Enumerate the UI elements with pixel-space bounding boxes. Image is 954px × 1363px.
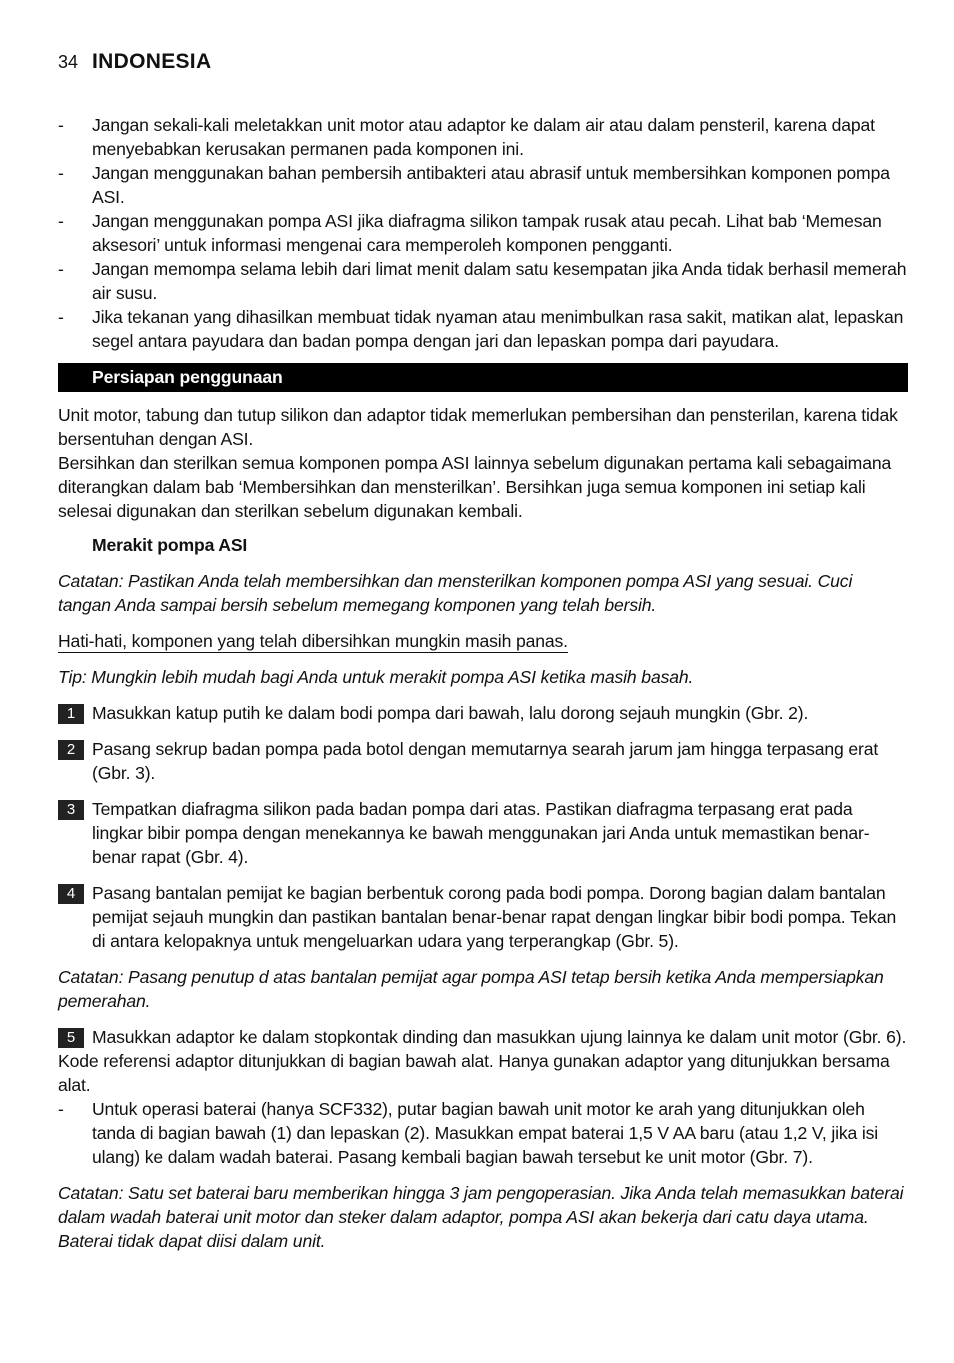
step-text: Masukkan adaptor ke dalam stopkontak dinding dan masukkan ujung lainnya ke dalam unit motor (Gbr. 6). <box>92 1027 907 1047</box>
step <box>58 881 908 953</box>
dash-marker: - <box>58 211 64 231</box>
language-heading: INDONESIA <box>92 50 212 73</box>
intro-paragraph: Unit motor, tabung dan tutup silikon dan adaptor tidak memerlukan pembersihan dan pensterilan, karena tidak bersentuhan dengan ASI. <box>58 405 898 449</box>
list-item <box>58 305 908 353</box>
dash-marker: - <box>58 163 64 183</box>
dash-marker: - <box>58 115 64 135</box>
list-item <box>58 113 908 161</box>
note: Catatan: Pasang penutup d atas bantalan pemijat agar pompa ASI tetap bersih ketika Anda mempersiapkan pemerahan. <box>58 967 884 1011</box>
intro-paragraph: Bersihkan dan sterilkan semua komponen pompa ASI lainnya sebelum digunakan pertama kali sebagaimana diterangkan dalam bab ‘Membersihkan dan mensterilkan’. Bersihkan juga semua komponen ini setiap kali selesai digunakan dan sterilkan sebelum digunakan kembali. <box>58 453 892 521</box>
list-item-text: Jangan menggunakan bahan pembersih antibakteri atau abrasif untuk membersihkan komponen pompa ASI. <box>92 163 890 207</box>
list-item-text: Jika tekanan yang dihasilkan membuat tidak nyaman atau menimbulkan rasa sakit, matikan alat, lepaskan segel antara payudara dan badan pompa dengan jari dan lepaskan pompa dari payudara. <box>92 307 904 351</box>
caution <box>58 629 908 653</box>
warning-list <box>58 113 908 353</box>
list-item-text: Jangan sekali-kali meletakkan unit motor atau adaptor ke dalam air atau dalam pensteril, karena dapat menyebabkan kerusakan permanen pada komponen ini. <box>92 115 875 159</box>
section-heading: Persiapan penggunaan <box>58 363 908 392</box>
caution-text: Hati-hati, komponen yang telah dibersihkan mungkin masih panas. <box>58 631 568 651</box>
note: Catatan: Pastikan Anda telah membersihkan dan mensterilkan komponen pompa ASI yang sesuai. Cuci tangan Anda sampai bersih sebelum memegang komponen yang telah bersih. <box>58 571 853 615</box>
adapter-paragraph: Kode referensi adaptor ditunjukkan di bagian bawah alat. Hanya gunakan adaptor yang ditunjukkan bersama alat. <box>58 1051 890 1095</box>
step-text: Pasang bantalan pemijat ke bagian berbentuk corong pada bodi pompa. Dorong bagian dalam bantalan pemijat sejauh mungkin dan pastikan bantalan benar-benar rapat dengan lingkar bibir bodi pompa. Tekan di antara kelopaknya untuk mengeluarkan udara yang terperangkap (Gbr. 5). <box>92 883 897 951</box>
step-text: Pasang sekrup badan pompa pada botol dengan memutarnya searah jarum jam hingga terpasang erat (Gbr. 3). <box>92 739 879 783</box>
step-number: 5 <box>58 1028 84 1048</box>
list-item <box>58 1097 908 1169</box>
dash-marker: - <box>58 259 64 279</box>
list-item <box>58 209 908 257</box>
page-number: 34 <box>58 52 79 72</box>
step-number: 2 <box>58 740 84 760</box>
step <box>58 701 908 725</box>
tip: Tip: Mungkin lebih mudah bagi Anda untuk merakit pompa ASI ketika masih basah. <box>58 667 694 687</box>
list-item <box>58 257 908 305</box>
document-body <box>58 113 908 1253</box>
list-item-text: Jangan menggunakan pompa ASI jika diafragma silikon tampak rusak atau pecah. Lihat bab ‘Memesan aksesori’ untuk informasi mengenai cara memperoleh komponen pengganti. <box>92 211 882 255</box>
dash-marker: - <box>58 307 64 327</box>
step-number: 4 <box>58 884 84 904</box>
step <box>58 1025 908 1049</box>
page-header <box>58 50 211 74</box>
dash-marker: - <box>58 1099 64 1119</box>
step <box>58 737 908 785</box>
list-item-text: Jangan memompa selama lebih dari limat menit dalam satu kesempatan jika Anda tidak berhasil memerah air susu. <box>92 259 907 303</box>
subsection-heading: Merakit pompa ASI <box>92 535 248 555</box>
step-number: 3 <box>58 800 84 820</box>
step-number: 1 <box>58 704 84 724</box>
step-text: Tempatkan diafragma silikon pada badan pompa dari atas. Pastikan diafragma terpasang erat pada lingkar bibir pompa dengan menekannya ke bawah menggunakan jari Anda untuk memastikan benar-benar rapat (Gbr. 4). <box>92 799 870 867</box>
list-item <box>58 161 908 209</box>
note: Catatan: Satu set baterai baru memberikan hingga 3 jam pengoperasian. Jika Anda telah memasukkan baterai dalam wadah baterai unit motor dan steker dalam adaptor, pompa ASI akan bekerja dari catu daya utama. Baterai tidak dapat diisi dalam unit. <box>58 1183 904 1251</box>
step <box>58 797 908 869</box>
list-item-text: Untuk operasi baterai (hanya SCF332), putar bagian bawah unit motor ke arah yang ditunjukkan oleh tanda di bagian bawah (1) dan lepaskan (2). Masukkan empat baterai 1,5 V AA baru (atau 1,2 V, jika isi ulang) ke dalam wadah baterai. Pasang kembali bagian bawah tersebut ke unit motor (Gbr. 7). <box>92 1099 879 1167</box>
step-text: Masukkan katup putih ke dalam bodi pompa dari bawah, lalu dorong sejauh mungkin (Gbr. 2). <box>92 703 809 723</box>
